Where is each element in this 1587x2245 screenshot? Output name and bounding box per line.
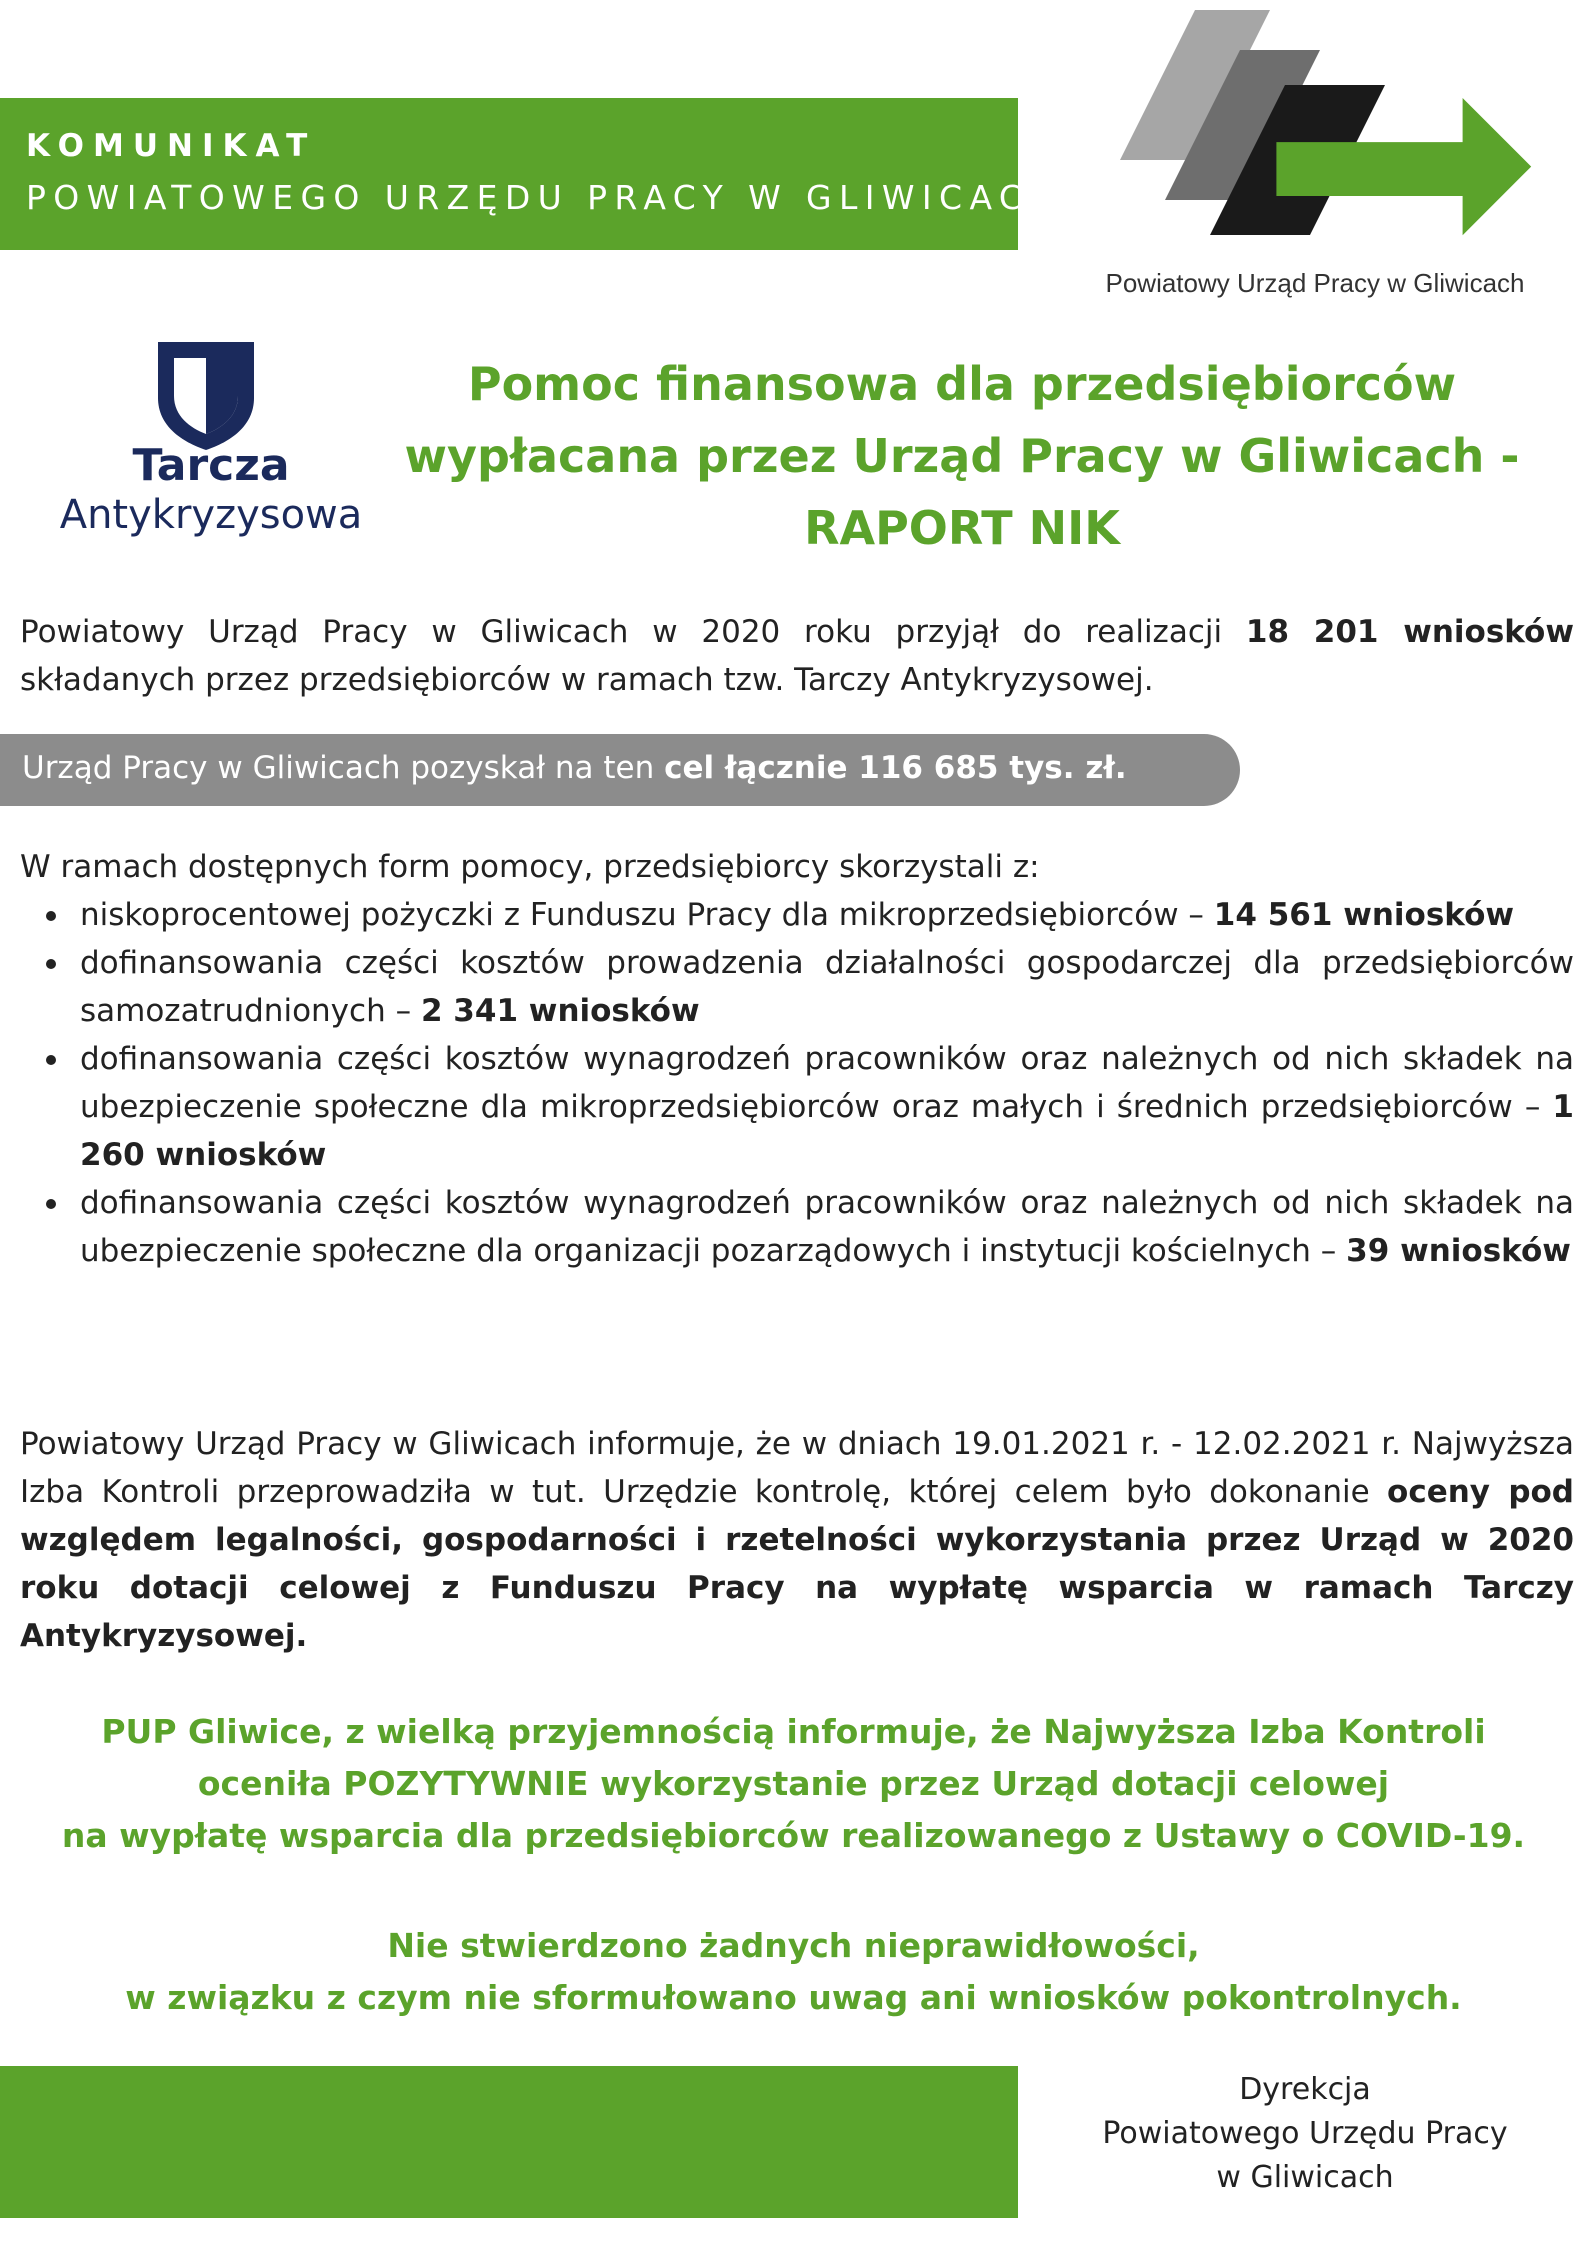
list-item-text: dofinansowania części kosztów wynagrodzeń pracowników oraz należnych od nich składek na ubezpieczenie społeczne dla organizacji pozarządowych i instytucji kościelnych – <box>80 1185 1574 1269</box>
intro-text-end: składanych przez przedsiębiorców w ramach tzw. Tarczy Antykryzysowej. <box>20 662 1154 698</box>
list-item <box>20 939 1574 1035</box>
funding-text <box>22 744 1127 792</box>
control-paragraph <box>20 1420 1574 1660</box>
pup-logo-icon <box>1110 10 1540 250</box>
signature <box>1058 2068 1552 2200</box>
header-title: KOMUNIKAT <box>26 128 317 164</box>
list-item-text: niskoprocentowej pożyczki z Funduszu Pracy dla mikroprzedsiębiorców – <box>80 897 1214 933</box>
tarcza-logo-word: Tarcza <box>132 440 290 491</box>
title-line-1: Pomoc finansowa dla przedsiębiorców <box>467 357 1457 411</box>
list-item-count: 39 wniosków <box>1346 1233 1571 1269</box>
page-title <box>382 348 1542 564</box>
header-subtitle: POWIATOWEGO URZĘDU PRACY W GLIWICACH <box>26 178 1062 217</box>
pup-logo-text: Powiatowy Urząd Pracy w Gliwicach <box>1105 268 1525 298</box>
control-scope: oceny pod względem legalności, gospodarności i rzetelności wykorzystania przez Urząd w 2020 roku dotacji celowej z Funduszu Pracy na wypłatę wsparcia w ramach Tarczy Antykryzysowej. <box>20 1474 1574 1654</box>
no-issues-line-2: w związku z czym nie sformułowano uwag ani wniosków pokontrolnych. <box>125 1978 1462 2017</box>
list-item-text: dofinansowania części kosztów prowadzenia działalności gospodarczej dla przedsiębiorców samozatrudnionych – <box>80 945 1574 1029</box>
shield-icon <box>154 336 258 452</box>
intro-paragraph <box>20 608 1574 704</box>
header-banner <box>0 98 1018 250</box>
forms-list <box>20 891 1574 1275</box>
footer-banner <box>0 2066 1018 2218</box>
list-item <box>20 891 1574 939</box>
positive-result <box>0 1706 1587 1862</box>
intro-text: Powiatowy Urząd Pracy w Gliwicach w 2020 roku przyjął do realizacji <box>20 614 1246 650</box>
control-text: Powiatowy Urząd Pracy w Gliwicach informuje, że w dniach 19.01.2021 r. - 12.02.2021 r. Najwyższa Izba Kontroli przeprowadziła w tut. Urzędzie kontrolę, której celem było dokonanie <box>20 1426 1574 1510</box>
positive-line-2: oceniła POZYTYWNIE wykorzystanie przez Urząd dotacji celowej <box>197 1764 1390 1803</box>
bullet-icon <box>46 1055 56 1065</box>
list-item-text: dofinansowania części kosztów wynagrodzeń pracowników oraz należnych od nich składek na ubezpieczenie społeczne dla mikroprzedsiębiorców oraz małych i średnich przedsiębiorców – <box>80 1041 1574 1125</box>
signature-line-1: Dyrekcja <box>1239 2072 1371 2107</box>
positive-line-1: PUP Gliwice, z wielką przyjemnością informuje, że Najwyższa Izba Kontroli <box>101 1712 1486 1751</box>
funding-label: Urząd Pracy w Gliwicach pozyskał na ten <box>22 750 665 786</box>
list-item-count: 1 260 wniosków <box>80 1089 1574 1173</box>
no-issues-note <box>0 1920 1587 2024</box>
tarcza-logo-subword: Antykryzysowa <box>59 492 363 538</box>
signature-line-2: Powiatowego Urzędu Pracy <box>1102 2116 1508 2151</box>
positive-line-3: na wypłatę wsparcia dla przedsiębiorców realizowanego z Ustawy o COVID-19. <box>61 1816 1526 1855</box>
intro-count: 18 201 wniosków <box>1245 614 1574 650</box>
bullet-icon <box>46 911 56 921</box>
bullet-icon <box>46 1199 56 1209</box>
signature-line-3: w Gliwicach <box>1216 2160 1394 2195</box>
title-line-2: wypłacana przez Urząd Pracy w Gliwicach - <box>404 429 1520 483</box>
list-item-count: 2 341 wniosków <box>420 993 700 1029</box>
funding-amount: cel łącznie 116 685 tys. zł. <box>664 750 1127 786</box>
bullet-icon <box>46 959 56 969</box>
no-issues-line-1: Nie stwierdzono żadnych nieprawidłowości, <box>387 1926 1200 1965</box>
list-item-count: 14 561 wniosków <box>1213 897 1515 933</box>
list-item <box>20 1035 1574 1179</box>
title-line-3: RAPORT NIK <box>804 501 1120 555</box>
forms-lead: W ramach dostępnych form pomocy, przedsiębiorcy skorzystali z: <box>20 849 1040 885</box>
list-item <box>20 1179 1574 1275</box>
